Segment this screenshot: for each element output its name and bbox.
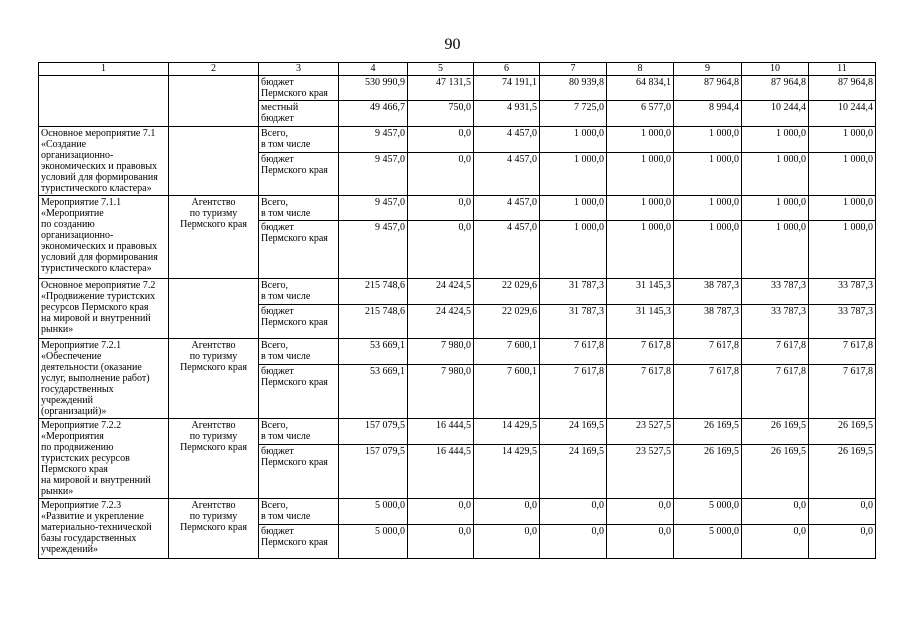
amount-cell: 31 145,3 (607, 279, 674, 305)
amount-cell: 33 787,3 (809, 305, 876, 339)
column-header: 6 (474, 63, 540, 76)
table-row (39, 196, 876, 221)
table-row (39, 76, 876, 101)
amount-cell: 215 748,6 (339, 279, 408, 305)
amount-cell: 16 444,5 (408, 419, 474, 445)
funding-source: бюджет Пермского края (259, 445, 339, 499)
amount-cell: 26 169,5 (674, 419, 742, 445)
amount-cell: 0,0 (540, 525, 607, 559)
amount-cell: 7 617,8 (607, 365, 674, 419)
amount-cell: 64 834,1 (607, 76, 674, 101)
amount-cell: 7 617,8 (809, 339, 876, 365)
amount-cell: 0,0 (408, 499, 474, 525)
amount-cell: 1 000,0 (607, 221, 674, 279)
amount-cell: 33 787,3 (742, 279, 809, 305)
funding-source: Всего, в том числе (259, 196, 339, 221)
amount-cell: 1 000,0 (674, 152, 742, 195)
amount-cell: 5 000,0 (339, 499, 408, 525)
page-number: 90 (444, 36, 461, 53)
amount-cell: 1 000,0 (674, 221, 742, 279)
amount-cell: 1 000,0 (607, 127, 674, 153)
funding-source: местный бюджет (259, 101, 339, 127)
amount-cell: 5 000,0 (674, 525, 742, 559)
table-row (39, 419, 876, 445)
amount-cell: 9 457,0 (339, 127, 408, 153)
amount-cell: 53 669,1 (339, 339, 408, 365)
amount-cell: 1 000,0 (809, 196, 876, 221)
amount-cell: 14 429,5 (474, 445, 540, 499)
amount-cell: 7 980,0 (408, 365, 474, 419)
amount-cell: 33 787,3 (809, 279, 876, 305)
amount-cell: 26 169,5 (674, 445, 742, 499)
amount-cell: 4 457,0 (474, 196, 540, 221)
activity-name: Основное мероприятие 7.1 «Создание организационно- экономических и правовых условий для формирования туристического кластера» (39, 127, 169, 196)
executor: Агентство по туризму Пермского края (169, 419, 259, 499)
amount-cell: 530 990,9 (339, 76, 408, 101)
amount-cell: 7 600,1 (474, 365, 540, 419)
amount-cell: 7 617,8 (607, 339, 674, 365)
funding-source: бюджет Пермского края (259, 152, 339, 195)
amount-cell: 1 000,0 (540, 221, 607, 279)
amount-cell: 10 244,4 (742, 101, 809, 127)
amount-cell: 0,0 (408, 152, 474, 195)
amount-cell: 1 000,0 (742, 221, 809, 279)
executor (169, 76, 259, 127)
amount-cell: 7 617,8 (674, 339, 742, 365)
amount-cell: 750,0 (408, 101, 474, 127)
amount-cell: 31 145,3 (607, 305, 674, 339)
amount-cell: 26 169,5 (742, 445, 809, 499)
amount-cell: 22 029,6 (474, 305, 540, 339)
funding-source: Всего, в том числе (259, 339, 339, 365)
funding-source: Всего, в том числе (259, 279, 339, 305)
amount-cell: 9 457,0 (339, 196, 408, 221)
amount-cell: 1 000,0 (742, 127, 809, 153)
amount-cell: 1 000,0 (674, 127, 742, 153)
amount-cell: 1 000,0 (809, 127, 876, 153)
amount-cell: 1 000,0 (809, 221, 876, 279)
amount-cell: 1 000,0 (540, 196, 607, 221)
amount-cell: 7 617,8 (809, 365, 876, 419)
amount-cell: 0,0 (809, 525, 876, 559)
column-header: 5 (408, 63, 474, 76)
column-header: 11 (809, 63, 876, 76)
activity-name (39, 76, 169, 127)
amount-cell: 4 457,0 (474, 152, 540, 195)
amount-cell: 24 169,5 (540, 445, 607, 499)
activity-name: Основное мероприятие 7.2 «Продвижение туристских ресурсов Пермского края на мировой и внутренний рынки» (39, 279, 169, 339)
funding-source: Всего, в том числе (259, 127, 339, 153)
amount-cell: 22 029,6 (474, 279, 540, 305)
amount-cell: 23 527,5 (607, 419, 674, 445)
amount-cell: 10 244,4 (809, 101, 876, 127)
amount-cell: 80 939,8 (540, 76, 607, 101)
header-row (39, 63, 876, 76)
activity-name: Мероприятие 7.2.1 «Обеспечение деятельности (оказание услуг, выполнение работ) государственных учреждений (организаций)» (39, 339, 169, 419)
amount-cell: 38 787,3 (674, 279, 742, 305)
table-row (39, 279, 876, 305)
amount-cell: 1 000,0 (607, 196, 674, 221)
amount-cell: 87 964,8 (809, 76, 876, 101)
amount-cell: 1 000,0 (742, 152, 809, 195)
funding-source: бюджет Пермского края (259, 76, 339, 101)
amount-cell: 8 994,4 (674, 101, 742, 127)
column-header: 3 (259, 63, 339, 76)
amount-cell: 0,0 (408, 127, 474, 153)
executor (169, 127, 259, 196)
amount-cell: 0,0 (408, 221, 474, 279)
table-row (39, 499, 876, 525)
amount-cell: 33 787,3 (742, 305, 809, 339)
funding-source: Всего, в том числе (259, 419, 339, 445)
column-header: 1 (39, 63, 169, 76)
amount-cell: 26 169,5 (742, 419, 809, 445)
funding-source: бюджет Пермского края (259, 365, 339, 419)
amount-cell: 49 466,7 (339, 101, 408, 127)
amount-cell: 0,0 (474, 525, 540, 559)
amount-cell: 74 191,1 (474, 76, 540, 101)
amount-cell: 0,0 (809, 499, 876, 525)
amount-cell: 9 457,0 (339, 221, 408, 279)
amount-cell: 7 617,8 (674, 365, 742, 419)
amount-cell: 53 669,1 (339, 365, 408, 419)
amount-cell: 31 787,3 (540, 279, 607, 305)
amount-cell: 26 169,5 (809, 419, 876, 445)
amount-cell: 38 787,3 (674, 305, 742, 339)
amount-cell: 26 169,5 (809, 445, 876, 499)
amount-cell: 7 980,0 (408, 339, 474, 365)
amount-cell: 1 000,0 (607, 152, 674, 195)
amount-cell: 4 457,0 (474, 221, 540, 279)
amount-cell: 7 617,8 (742, 339, 809, 365)
executor: Агентство по туризму Пермского края (169, 499, 259, 559)
funding-source: бюджет Пермского края (259, 525, 339, 559)
amount-cell: 24 424,5 (408, 305, 474, 339)
amount-cell: 0,0 (408, 525, 474, 559)
amount-cell: 0,0 (408, 196, 474, 221)
activity-name: Мероприятие 7.1.1 «Мероприятие по созданию организационно- экономических и правовых условий для формирования туристического кластера» (39, 196, 169, 279)
activity-name: Мероприятие 7.2.2 «Мероприятия по продвижению туристских ресурсов Пермского края на мировой и внутренний рынки» (39, 419, 169, 499)
column-header: 2 (169, 63, 259, 76)
amount-cell: 31 787,3 (540, 305, 607, 339)
table-row (39, 339, 876, 365)
amount-cell: 0,0 (607, 525, 674, 559)
amount-cell: 7 617,8 (742, 365, 809, 419)
table-row (39, 127, 876, 153)
amount-cell: 1 000,0 (742, 196, 809, 221)
amount-cell: 47 131,5 (408, 76, 474, 101)
table-body (39, 76, 876, 559)
executor (169, 279, 259, 339)
column-header: 4 (339, 63, 408, 76)
amount-cell: 23 527,5 (607, 445, 674, 499)
column-header: 10 (742, 63, 809, 76)
amount-cell: 4 931,5 (474, 101, 540, 127)
amount-cell: 0,0 (474, 499, 540, 525)
amount-cell: 24 424,5 (408, 279, 474, 305)
amount-cell: 5 000,0 (339, 525, 408, 559)
column-header: 8 (607, 63, 674, 76)
amount-cell: 0,0 (540, 499, 607, 525)
amount-cell: 9 457,0 (339, 152, 408, 195)
column-header: 9 (674, 63, 742, 76)
amount-cell: 5 000,0 (674, 499, 742, 525)
amount-cell: 0,0 (742, 525, 809, 559)
amount-cell: 1 000,0 (809, 152, 876, 195)
amount-cell: 1 000,0 (674, 196, 742, 221)
activity-name: Мероприятие 7.2.3 «Развитие и укрепление материально-технической базы государственных учреждений» (39, 499, 169, 559)
column-header: 7 (540, 63, 607, 76)
executor: Агентство по туризму Пермского края (169, 196, 259, 279)
amount-cell: 157 079,5 (339, 445, 408, 499)
amount-cell: 1 000,0 (540, 127, 607, 153)
amount-cell: 7 725,0 (540, 101, 607, 127)
amount-cell: 7 617,8 (540, 339, 607, 365)
amount-cell: 7 600,1 (474, 339, 540, 365)
amount-cell: 24 169,5 (540, 419, 607, 445)
amount-cell: 87 964,8 (674, 76, 742, 101)
amount-cell: 6 577,0 (607, 101, 674, 127)
amount-cell: 157 079,5 (339, 419, 408, 445)
executor: Агентство по туризму Пермского края (169, 339, 259, 419)
funding-source: Всего, в том числе (259, 499, 339, 525)
amount-cell: 14 429,5 (474, 419, 540, 445)
amount-cell: 16 444,5 (408, 445, 474, 499)
budget-table (38, 62, 876, 559)
amount-cell: 1 000,0 (540, 152, 607, 195)
amount-cell: 4 457,0 (474, 127, 540, 153)
amount-cell: 0,0 (607, 499, 674, 525)
funding-source: бюджет Пермского края (259, 221, 339, 279)
amount-cell: 0,0 (742, 499, 809, 525)
amount-cell: 7 617,8 (540, 365, 607, 419)
amount-cell: 215 748,6 (339, 305, 408, 339)
funding-source: бюджет Пермского края (259, 305, 339, 339)
amount-cell: 87 964,8 (742, 76, 809, 101)
